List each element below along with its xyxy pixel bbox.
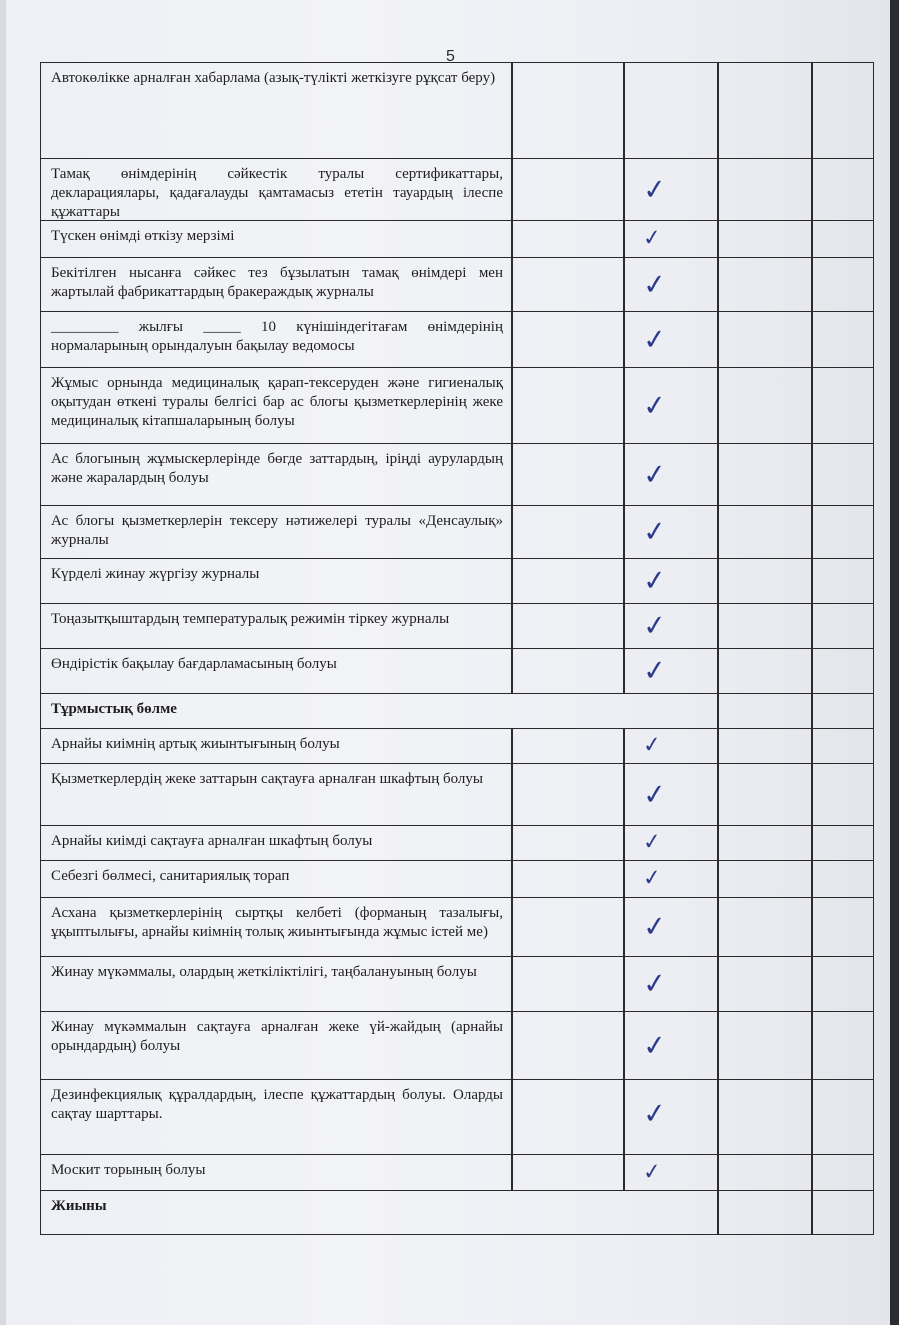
column-divider: [717, 1191, 719, 1234]
column-divider: [811, 898, 813, 956]
column-divider: [623, 506, 625, 558]
check-mark-icon: ✓: [641, 965, 669, 1002]
column-divider: [623, 258, 625, 311]
requirement-text: Москит торының болуы: [51, 1162, 206, 1178]
column-divider: [511, 63, 513, 158]
table-row: [41, 897, 873, 956]
requirement-text: Себезгі бөлмесі, санитариялық торап: [51, 868, 290, 884]
column-divider: [511, 649, 513, 693]
requirement-text: Жинау мүкәммалы, олардың жеткіліктілігі, таңбалануының болуы: [51, 964, 477, 980]
column-divider: [511, 258, 513, 311]
column-divider: [717, 506, 719, 558]
column-divider: [811, 861, 813, 897]
check-mark-icon: ✓: [641, 607, 669, 644]
section-header-row: [41, 1190, 873, 1234]
column-divider: [811, 694, 813, 728]
section-title: Жиыны: [51, 1198, 107, 1214]
column-divider: [717, 604, 719, 648]
column-divider: [717, 368, 719, 443]
column-divider: [623, 221, 625, 257]
column-divider: [811, 63, 813, 158]
table-row: [41, 558, 873, 603]
table-row: [41, 825, 873, 860]
column-divider: [811, 506, 813, 558]
column-divider: [811, 258, 813, 311]
column-divider: [811, 764, 813, 825]
requirement-text: _________ жылғы _____ 10 күнішіндегітағам өнімдерінің нормаларының орындалуын бақылау ведомосы: [51, 319, 503, 354]
table-row: [41, 505, 873, 558]
column-divider: [623, 368, 625, 443]
column-divider: [811, 559, 813, 603]
check-mark-icon: ✓: [641, 266, 669, 302]
requirement-text: Ас блогының жұмыскерлерінде бөгде заттардың, іріңді аурулардың және жаралардың болуы: [51, 451, 503, 486]
table-row: [41, 648, 873, 693]
column-divider: [717, 1012, 719, 1079]
check-mark-icon: ✓: [641, 829, 663, 856]
column-divider: [511, 861, 513, 897]
check-mark-icon: ✓: [641, 562, 669, 599]
column-divider: [717, 694, 719, 728]
table-row: [41, 603, 873, 648]
column-divider: [811, 159, 813, 220]
column-divider: [811, 1012, 813, 1079]
column-divider: [811, 1080, 813, 1154]
requirement-text: Дезинфекциялық құралдардың, ілеспе құжаттардың болуы. Оларды сақтау шарттары.: [51, 1087, 503, 1122]
requirement-text: Тоңазытқыштардың температуралық режимін тіркеу журналы: [51, 611, 450, 627]
table-row: [41, 311, 873, 367]
column-divider: [511, 764, 513, 825]
table-row: [41, 763, 873, 825]
requirement-text: Бекітілген нысанға сәйкес тез бұзылатын тамақ өнімдері мен жартылай фабрикаттардың бракераждық журналы: [51, 265, 503, 300]
requirement-text: Күрделі жинау жүргізу журналы: [51, 566, 260, 582]
table-row: [41, 367, 873, 443]
requirement-text: Автокөлікке арналған хабарлама (азық-түлікті жеткізуге рұқсат беру): [51, 70, 496, 86]
table-row: [41, 220, 873, 257]
requirement-text: Тамақ өнімдерінің сәйкестік туралы сертификаттары, декларациялары, қадағалауды қамтамасыз ететін тауардың ілеспе құжаттары: [51, 166, 503, 220]
column-divider: [623, 63, 625, 158]
requirement-text: Арнайы киімді сақтауға арналған шкафтың болуы: [51, 833, 373, 849]
column-divider: [511, 221, 513, 257]
checklist-table: [40, 62, 874, 1235]
column-divider: [811, 729, 813, 763]
requirement-text: Арнайы киімнің артық жиынтығының болуы: [51, 736, 340, 752]
column-divider: [717, 826, 719, 860]
check-mark-icon: ✓: [641, 321, 669, 357]
check-mark-icon: ✓: [641, 456, 669, 492]
check-mark-icon: ✓: [641, 387, 669, 423]
column-divider: [511, 159, 513, 220]
column-divider: [811, 444, 813, 505]
column-divider: [511, 1155, 513, 1190]
check-mark-icon: ✓: [641, 652, 669, 689]
column-divider: [623, 444, 625, 505]
check-mark-icon: ✓: [641, 1095, 669, 1132]
column-divider: [511, 1080, 513, 1154]
column-divider: [717, 221, 719, 257]
column-divider: [717, 729, 719, 763]
column-divider: [811, 312, 813, 367]
table-row: [41, 62, 873, 158]
column-divider: [717, 1080, 719, 1154]
column-divider: [623, 729, 625, 763]
column-divider: [511, 506, 513, 558]
table-row: [41, 1079, 873, 1154]
column-divider: [717, 63, 719, 158]
requirement-text: Жұмыс орнында медициналық қарап-тексеруден және гигиеналық оқытудан өткені туралы белгісі бар ас блогы қызметкерлерінің жеке медициналық кітапшаларының болуы: [51, 375, 503, 429]
column-divider: [623, 159, 625, 220]
column-divider: [623, 1012, 625, 1079]
column-divider: [811, 604, 813, 648]
table-row: [41, 956, 873, 1011]
column-divider: [623, 898, 625, 956]
column-divider: [511, 898, 513, 956]
column-divider: [511, 444, 513, 505]
column-divider: [717, 444, 719, 505]
column-divider: [511, 826, 513, 860]
check-mark-icon: ✓: [641, 225, 663, 252]
page-number: 5: [446, 48, 455, 65]
column-divider: [811, 1155, 813, 1190]
column-divider: [511, 368, 513, 443]
check-mark-icon: ✓: [641, 865, 663, 892]
column-divider: [511, 1012, 513, 1079]
column-divider: [811, 368, 813, 443]
requirement-text: Түскен өнімді өткізу мерзімі: [51, 228, 235, 244]
check-mark-icon: ✓: [641, 171, 669, 207]
column-divider: [623, 1080, 625, 1154]
column-divider: [717, 764, 719, 825]
column-divider: [511, 729, 513, 763]
requirement-text: Қызметкерлердің жеке заттарын сақтауға арналған шкафтың болуы: [51, 771, 483, 787]
column-divider: [623, 312, 625, 367]
table-row: [41, 443, 873, 505]
column-divider: [511, 312, 513, 367]
section-title: Тұрмыстық бөлме: [51, 701, 177, 717]
column-divider: [511, 559, 513, 603]
column-divider: [717, 312, 719, 367]
table-row: [41, 1011, 873, 1079]
column-divider: [623, 764, 625, 825]
requirement-text: Өндірістік бақылау бағдарламасының болуы: [51, 656, 337, 672]
column-divider: [623, 957, 625, 1011]
column-divider: [811, 957, 813, 1011]
check-mark-icon: ✓: [641, 1158, 663, 1186]
column-divider: [623, 559, 625, 603]
column-divider: [623, 826, 625, 860]
column-divider: [623, 1155, 625, 1190]
column-divider: [717, 1155, 719, 1190]
column-divider: [811, 221, 813, 257]
column-divider: [811, 1191, 813, 1234]
column-divider: [811, 649, 813, 693]
column-divider: [717, 559, 719, 603]
requirement-text: Асхана қызметкерлерінің сыртқы келбеті (форманың тазалығы, ұқыптылығы, арнайы киімнің толық жиынтығында жұмыс істей ме): [51, 905, 503, 940]
column-divider: [511, 957, 513, 1011]
check-mark-icon: ✓: [641, 908, 669, 945]
column-divider: [623, 861, 625, 897]
section-header-row: [41, 693, 873, 728]
column-divider: [717, 649, 719, 693]
column-divider: [623, 604, 625, 648]
check-mark-icon: ✓: [641, 776, 669, 812]
column-divider: [717, 898, 719, 956]
check-mark-icon: ✓: [641, 1027, 669, 1064]
requirement-text: Ас блогы қызметкерлерін тексеру нәтижелері туралы «Денсаулық» журналы: [51, 513, 503, 548]
requirement-text: Жинау мүкәммалын сақтауға арналған жеке үй-жайдың (арнайы орындардың) болуы: [51, 1019, 503, 1054]
column-divider: [717, 957, 719, 1011]
table-row: [41, 257, 873, 311]
column-divider: [717, 258, 719, 311]
table-row: [41, 1154, 873, 1190]
column-divider: [623, 649, 625, 693]
table-row: [41, 728, 873, 763]
column-divider: [717, 159, 719, 220]
table-row: [41, 860, 873, 897]
column-divider: [811, 826, 813, 860]
table-row: [41, 158, 873, 220]
check-mark-icon: ✓: [641, 732, 663, 759]
page-edge-shadow: [890, 0, 899, 1325]
column-divider: [717, 861, 719, 897]
check-mark-icon: ✓: [641, 513, 669, 550]
column-divider: [511, 604, 513, 648]
